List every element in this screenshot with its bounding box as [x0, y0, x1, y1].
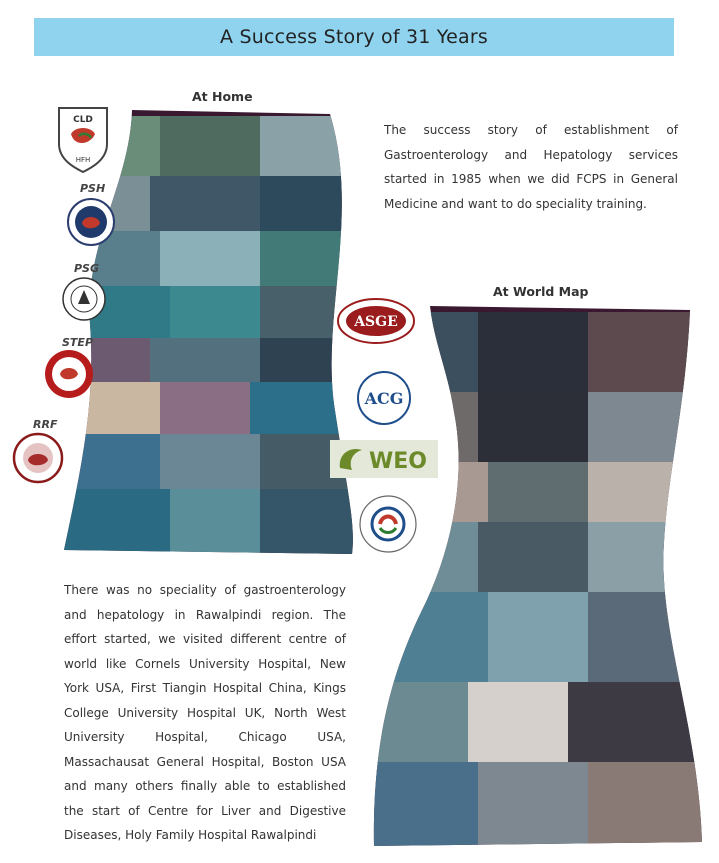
asge-logo-icon — [336, 296, 416, 346]
psg-seal-icon — [58, 276, 110, 322]
rbo-seal-icon — [358, 494, 418, 554]
acg-text: ACG — [364, 389, 404, 408]
weo-logo-icon — [330, 440, 438, 478]
home-caption: At Home — [192, 89, 253, 104]
title-banner — [34, 18, 674, 56]
history-paragraph: There was no speciality of gastroenterology and hepatology in Rawalpindi region. The effort started, we visited different centre of world like Cornels University Hospital, New York USA, First Tiangin Hospital China, Kings College University Hospital UK, North West University Hospital, Chicago USA, Massachausat General Hospital, Boston USA and many others finally able to established the start of Centre for Liver and Digestive Diseases, Holy Family Hospital Rawalpindi — [64, 583, 346, 842]
psg-label: PSG — [74, 262, 100, 275]
step-seal-icon — [42, 348, 96, 400]
hfh-text: HFH — [75, 156, 91, 164]
rrf-label: RRF — [33, 418, 58, 431]
psh-seal-icon — [66, 197, 116, 247]
acg-logo-icon — [352, 370, 416, 426]
intro-paragraph: The success story of establishment of Gastroenterology and Hepatology services started in 1985 when we did FCPS in General Medicine and want to do speciality training. — [384, 123, 678, 211]
world-photo-collage — [368, 302, 704, 850]
weo-text: WEO — [369, 449, 427, 474]
step-label: STEP — [62, 336, 94, 349]
rrf-seal-icon — [12, 432, 64, 484]
world-map-caption: At World Map — [493, 284, 589, 299]
cld-text: CLD — [73, 115, 93, 125]
psh-label: PSH — [80, 182, 106, 195]
cld-shield-icon — [55, 104, 111, 174]
asge-text: ASGE — [354, 314, 398, 330]
page-title: A Success Story of 31 Years — [220, 26, 488, 48]
